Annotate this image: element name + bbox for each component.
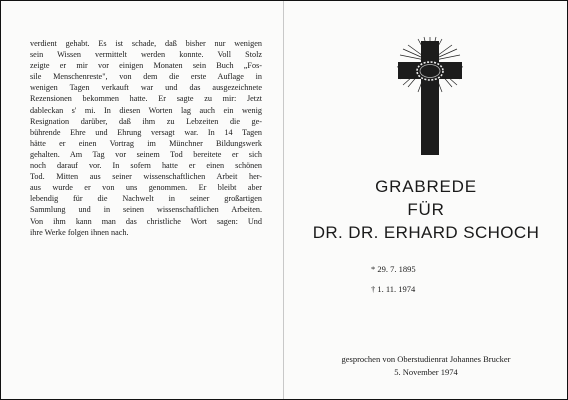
speech-date: 5. November 1974 — [394, 367, 458, 377]
speaker-line: gesprochen von Oberstudienrat Johannes Brucker — [341, 354, 511, 364]
death-date-text: † 1. 11. 1974 — [371, 284, 416, 294]
text-line: Tod. Mitten aus seiner wissenschaftlichen Arbeit her- — [30, 172, 262, 182]
text-line: noch darauf vor. In sofern hatte er einen schönen — [30, 161, 262, 171]
text-line: verdient gehabt. Es ist schade, daß bisher nur wenigen — [30, 39, 262, 48]
birth-date — [371, 264, 491, 274]
text-line: ihre Werke folgen ihnen nach. — [30, 227, 129, 237]
text-line: lebendig für die Nachwelt in seiner großartigen — [30, 194, 262, 204]
text-line: aus wurde er von uns genommen. Er bleibt aber — [30, 183, 262, 193]
text-line: Sammlung und in seinen wissenschaftlichen Arbeiten. — [30, 205, 262, 215]
page-fold — [283, 1, 284, 399]
text-line: hätte er einen Vortrag im Münchner Bildungswerk — [30, 138, 262, 148]
death-date — [371, 284, 491, 294]
text-line: Von ihm kann man das christliche Wort sagen: Und — [30, 216, 262, 226]
text-line: sile Menschenreste", von dem die erste Auflage in — [30, 72, 262, 82]
text-line: dableckan s' mi. In diesen Worten lag auch ein wenig — [30, 105, 262, 115]
title-fuer: FÜR — [407, 200, 445, 219]
text-line: sein Wissen vermittelt werden konnte. Voll Stolz — [30, 50, 262, 60]
text-line: bührende Ehre und Ehrung versagt war. In 14 Tagen — [30, 127, 262, 137]
eulogy-text — [30, 38, 262, 238]
text-line: Resignation darüber, daß ihm zu Lebzeiten die ge- — [30, 116, 262, 126]
text-line: wenigen Tagen verkauft war und das ausgezeichnete — [30, 83, 262, 93]
birth-date-text: * 29. 7. 1895 — [371, 264, 416, 274]
text-line: zeigte er mir vor einigen Monaten sein Buch „Fos- — [30, 61, 262, 71]
title-grabrede: GRABREDE — [375, 177, 477, 196]
text-line: Rezensionen bekommen hatte. Er sagte zu mir: Jetzt — [30, 94, 262, 104]
title-name: DR. DR. ERHARD SCHOCH — [312, 223, 540, 242]
text-line: gehalten. Am Tag vor seinem Tod bereitete er sich — [30, 149, 262, 159]
cross-icon — [395, 35, 465, 159]
